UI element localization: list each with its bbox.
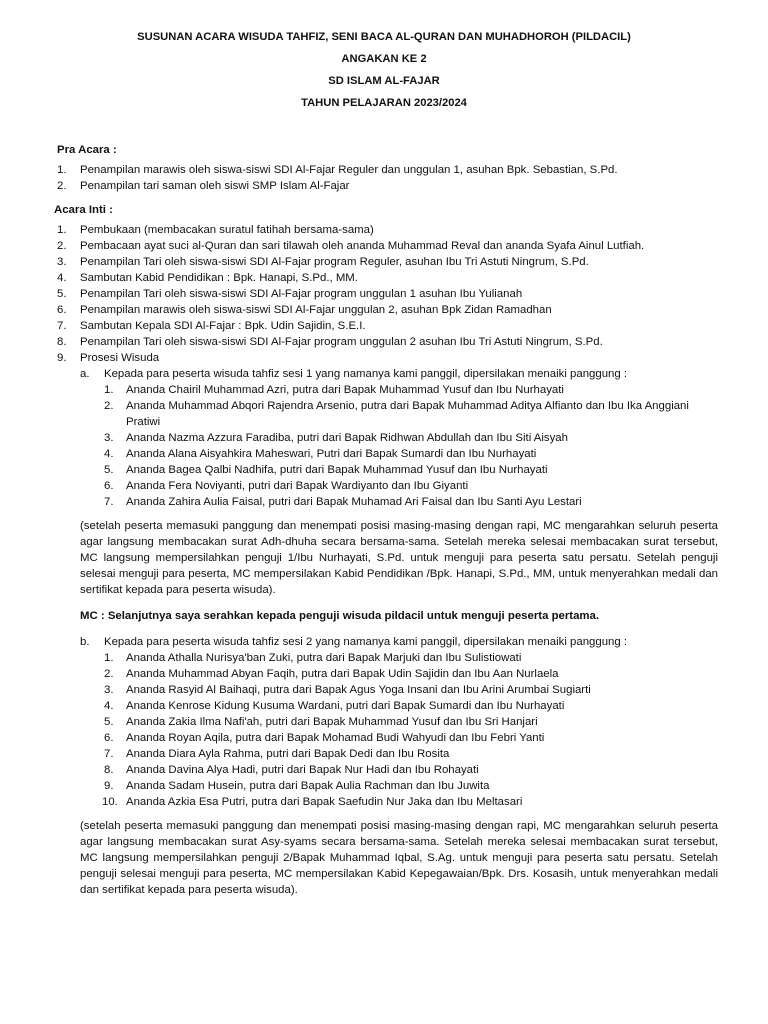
list-item	[0, 302, 768, 318]
list-item	[0, 238, 768, 254]
participant-item	[0, 398, 768, 430]
item-text: Pembacaan ayat suci al-Quran dan sari tilawah oleh ananda Muhammad Reval dan ananda Syafa Ainul Lutfiah.	[80, 240, 645, 252]
participant-number: 9.	[104, 780, 114, 792]
list-item	[0, 350, 768, 366]
item-text: Penampilan tari saman oleh siswi SMP Islam Al-Fajar	[80, 180, 350, 192]
participant-item	[0, 650, 768, 666]
participant-item	[0, 778, 768, 794]
participant-item	[0, 382, 768, 398]
participant-item	[0, 682, 768, 698]
item-number: 6.	[57, 304, 67, 316]
list-item	[0, 178, 768, 194]
participant-text: Ananda Muhammad Abqori Rajendra Arsenio, putra dari Bapak Muhammad Aditya Alfianto dan Ibu Ika Anggiani Pratiwi	[126, 400, 689, 428]
list-item	[0, 254, 768, 270]
list-item	[0, 334, 768, 350]
mc-statement: MC : Selanjutnya saya serahkan kepada penguji wisuda pildacil untuk menguji peserta pertama.	[80, 610, 600, 622]
participant-text: Ananda Alana Aisyahkira Maheswari, Putri dari Bapak Sumardi dan Ibu Nurhayati	[126, 448, 537, 460]
participant-text: Ananda Rasyid Al Baihaqi, putra dari Bapak Agus Yoga Insani dan Ibu Arini Arumbai Sugiarti	[126, 684, 591, 696]
participant-text: Ananda Muhammad Abyan Faqih, putra dari Bapak Udin Sajidin dan Ibu Aan Nurlaela	[126, 668, 559, 680]
list-item	[0, 222, 768, 238]
participant-number: 3.	[104, 432, 114, 444]
participant-text: Ananda Sadam Husein, putra dari Bapak Aulia Rachman dan Ibu Juwita	[126, 780, 490, 792]
item-text: Prosesi Wisuda	[80, 352, 160, 364]
document-heading	[0, 26, 768, 114]
item-number: 7.	[57, 320, 67, 332]
heading-batch: ANGAKAN KE 2	[341, 53, 427, 65]
participant-item	[0, 462, 768, 478]
participant-number: 6.	[104, 480, 114, 492]
participant-item	[0, 746, 768, 762]
participant-item	[0, 478, 768, 494]
participant-item	[0, 446, 768, 462]
participant-number: 10.	[102, 796, 118, 808]
acara-inti-title: Acara Inti :	[54, 204, 113, 216]
list-item	[0, 318, 768, 334]
participant-text: Ananda Bagea Qalbi Nadhifa, putri dari Bapak Muhammad Yusuf dan Ibu Nurhayati	[126, 464, 548, 476]
item-number: 1.	[57, 164, 67, 176]
participant-item	[0, 730, 768, 746]
participant-number: 8.	[104, 764, 114, 776]
participant-number: 5.	[104, 716, 114, 728]
participant-text: Ananda Zakia Ilma Nafi'ah, putri dari Bapak Muhammad Yusuf dan Ibu Sri Hanjari	[126, 716, 538, 728]
item-text: Penampilan marawis oleh siswa-siswi SDI Al-Fajar unggulan 2, asuhan Bpk Zidan Ramadhan	[80, 304, 552, 316]
participant-text: Ananda Royan Aqila, putra dari Bapak Mohamad Budi Wahyudi dan Ibu Febri Yanti	[126, 732, 545, 744]
participant-text: Ananda Athalla Nurisya'ban Zuki, putra dari Bapak Marjuki dan Ibu Sulistiowati	[126, 652, 522, 664]
session-intro-text: Kepada para peserta wisuda tahfiz sesi 2 yang namanya kami panggil, dipersilakan menaiki panggung :	[104, 636, 628, 648]
session-note: (setelah peserta memasuki panggung dan menempati posisi masing-masing dengan rapi, MC mengarahkan seluruh peserta agar langsung membacakan surat Adh-dhuha secara bersama-sama. Setelah mereka selesai membacakan surat tersebut, MC langsung mempersilahkan penguji 1/Ibu Nurhayati, S.Pd. untuk menguji para peserta satu persatu. Setelah penguji selesai menguji para peserta, MC mempersilakan Kabid Pendidikan /Bpk. Hanapi, S.Pd., MM, untuk menyerahkan medali dan sertifikat kepada para peserta wisuda).	[80, 520, 718, 596]
participant-item	[0, 762, 768, 778]
participant-text: Ananda Azkia Esa Putri, putra dari Bapak Saefudin Nur Jaka dan Ibu Meltasari	[126, 796, 523, 808]
session-intro	[0, 634, 768, 650]
item-number: 5.	[57, 288, 67, 300]
participant-item	[0, 794, 768, 810]
participant-number: 4.	[104, 448, 114, 460]
participant-text: Ananda Diara Ayla Rahma, putri dari Bapak Dedi dan Ibu Rosita	[126, 748, 450, 760]
participant-item	[0, 666, 768, 682]
participant-text: Ananda Nazma Azzura Faradiba, putri dari Bapak Ridhwan Abdullah dan Ibu Siti Aisyah	[126, 432, 568, 444]
participant-item	[0, 430, 768, 446]
participant-number: 5.	[104, 464, 114, 476]
participant-item	[0, 494, 768, 510]
heading-school: SD ISLAM AL-FAJAR	[328, 75, 440, 87]
item-text: Sambutan Kabid Pendidikan : Bpk. Hanapi, S.Pd., MM.	[80, 272, 358, 284]
participant-number: 7.	[104, 496, 114, 508]
session-intro	[0, 366, 768, 382]
participant-number: 4.	[104, 700, 114, 712]
item-text: Penampilan Tari oleh siswa-siswi SDI Al-Fajar program unggulan 1 asuhan Ibu Yulianah	[80, 288, 523, 300]
heading-title: SUSUNAN ACARA WISUDA TAHFIZ, SENI BACA AL-QURAN DAN MUHADHOROH (PILDACIL)	[137, 31, 631, 43]
item-number: 2.	[57, 180, 67, 192]
participant-number: 6.	[104, 732, 114, 744]
item-number: 8.	[57, 336, 67, 348]
list-item	[0, 286, 768, 302]
heading-year: TAHUN PELAJARAN 2023/2024	[301, 97, 467, 109]
session-note: (setelah peserta memasuki panggung dan menempati posisi masing-masing dengan rapi, MC mengarahkan seluruh peserta agar langsung membacakan surat Asy-syams secara bersama-sama. Setelah mereka selesai membacakan surat tersebut, MC langsung mempersilahkan penguji 2/Bapak Muhammad Iqbal, S.Ag. untuk menguji para peserta satu persatu. Setelah penguji selesai menguji para peserta, MC mempersilakan Kabid Kepegawaian/Bpk. Drs. Kosasih, untuk menyerahkan medali dan sertifikat kepada para peserta wisuda).	[80, 820, 718, 896]
document-body	[0, 138, 768, 898]
item-text: Pembukaan (membacakan suratul fatihah bersama-sama)	[80, 224, 374, 236]
participant-number: 1.	[104, 384, 114, 396]
item-text: Penampilan marawis oleh siswa-siswi SDI Al-Fajar Reguler dan unggulan 1, asuhan Bpk. Sebastian, S.Pd.	[80, 164, 618, 176]
item-number: 3.	[57, 256, 67, 268]
session-intro-text: Kepada para peserta wisuda tahfiz sesi 1 yang namanya kami panggil, dipersilakan menaiki panggung :	[104, 368, 628, 380]
participant-number: 2.	[104, 400, 114, 412]
session-letter: a.	[80, 368, 90, 380]
list-item	[0, 162, 768, 178]
participant-number: 3.	[104, 684, 114, 696]
item-text: Penampilan Tari oleh siswa-siswi SDI Al-Fajar program unggulan 2 asuhan Ibu Tri Astuti Ningrum, S.Pd.	[80, 336, 603, 348]
participant-text: Ananda Kenrose Kidung Kusuma Wardani, putri dari Bapak Sumardi dan Ibu Nurhayati	[126, 700, 565, 712]
item-number: 2.	[57, 240, 67, 252]
participant-item	[0, 714, 768, 730]
participant-text: Ananda Chairil Muhammad Azri, putra dari Bapak Muhammad Yusuf dan Ibu Nurhayati	[126, 384, 564, 396]
item-number: 4.	[57, 272, 67, 284]
item-text: Sambutan Kepala SDI Al-Fajar : Bpk. Udin Sajidin, S.E.I.	[80, 320, 366, 332]
session-letter: b.	[80, 636, 90, 648]
participant-text: Ananda Fera Noviyanti, putri dari Bapak Wardiyanto dan Ibu Giyanti	[126, 480, 469, 492]
participant-number: 2.	[104, 668, 114, 680]
list-item	[0, 270, 768, 286]
participant-number: 1.	[104, 652, 114, 664]
item-number: 9.	[57, 352, 67, 364]
participant-item	[0, 698, 768, 714]
pra-acara-title: Pra Acara :	[57, 144, 117, 156]
participant-text: Ananda Davina Alya Hadi, putri dari Bapak Nur Hadi dan Ibu Rohayati	[126, 764, 479, 776]
participant-number: 7.	[104, 748, 114, 760]
participant-text: Ananda Zahira Aulia Faisal, putri dari Bapak Muhamad Ari Faisal dan Ibu Santi Ayu Lestari	[126, 496, 582, 508]
item-text: Penampilan Tari oleh siswa-siswi SDI Al-Fajar program Reguler, asuhan Ibu Tri Astuti Ningrum, S.Pd.	[80, 256, 589, 268]
item-number: 1.	[57, 224, 67, 236]
